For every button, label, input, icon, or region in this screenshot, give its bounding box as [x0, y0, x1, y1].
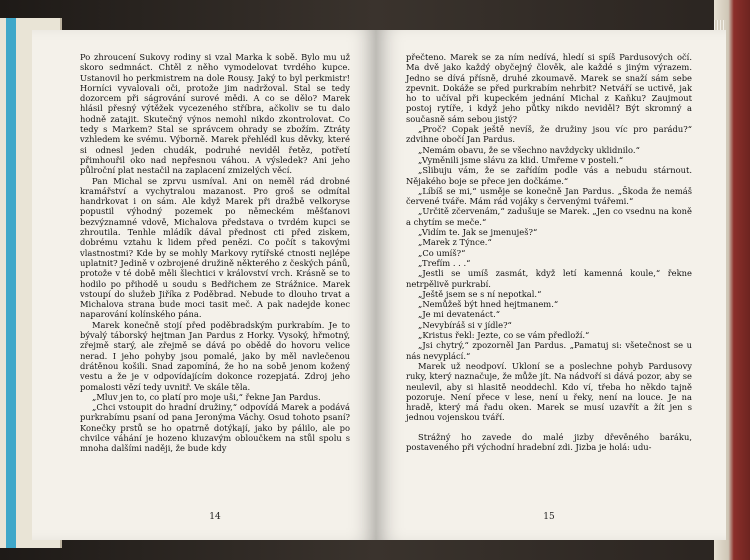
- paragraph: Po zhroucení Sukovy rodiny si vzal Marka k sobě. Bylo mu už skoro sedmnáct. Chtěl z něho vymodelovat tvrdého kupce. Ustanovil ho perkmistrem na dole Rousy. Jaký to byl perkmistr! Horníci vyvalovali oči, protože jim nadržoval. Stal se tedy dozorcem při ságrování surové mědi. A co se dělo? Marek hlásil přesný výtěžek vycezeného stříbra, ačkoliv se tu dalo hodně zatajit. Skutečný výnos nemohl nikdo zkontrolovat. Co tedy s Markem? Stal se správcem ohrady se zbožím. Ztráty vzhledem ke svému. Výborně. Marek přehlédl kus děvky, které si odnesl jeden chudák, podruhé neviděl řetěz, potřetí přimhouřil oko nad nepřesnou váhou. A výsledek? Ani jeho půlroční plat nestačil na zaplacení zmizelých věcí.: [80, 52, 350, 176]
- left-page: [32, 30, 376, 540]
- paragraph: „Proč? Copak ještě nevíš, že družiny jsou víc pro parádu?“ zdvihne obočí Jan Pardus.: [406, 124, 692, 145]
- paragraph: přečteno. Marek se za ním nedívá, hledí si spíš Pardusových očí. Ma dvě jako každý obyčejný člověk, ale každé s jiným výrazem. Jedno se dívá přísně, druhé zkoumavě. Marek se snaží sám sebe zpevnit. Dokáže se před purkrabím nehrbit? Netváří se uctivě, jak ho to učíval při kupeckém jednání Michal z Kaňku? Zaujmout postoj rytíře, i když jeho půtky nikdo neviděl? Být skromný a současně sám sebou jistý?: [406, 52, 692, 124]
- right-page-number: 15: [543, 512, 555, 522]
- paragraph: „Chci vstoupit do hradní družiny,“ odpovídá Marek a podává purkrabímu psaní od pana Jeronýma Váchy. Osud tohoto psaní? Konečky prstů se ho opatrně dotýkají, jako by pálilo, ale po chvilce váhání je hozeno kluzavým obloučkem na stůl spolu s mnoha dalšími naději, že bude kdy: [80, 402, 350, 454]
- paragraph: „Mluv jen to, co platí pro moje uši,“ řekne Jan Pardus.: [92, 391, 321, 402]
- paragraph: Pan Michal se zprvu usmíval. Ani on neměl rád drobné kramářství a vychytralou mazanost. Pro groš se odmítal handrkovat i on sám. Ale když Marek při dražbě velkorysе popustil výhodný pozemek po německém měšťanovi bezvýznamné vdově, Michalova představa o tvrdém kupci se zhroutila. Tenhle mládík dával přednost cti před ziskem, dobrému vztahu k lidem před penězi. Co počít s takovými vlastnostmi? Kde by se mohly Markovy rytířské ctnosti nejlépe uplatnit? Jedině v ozbrojené družině některého z českých pánů, protože v té době měli šlechtici v královstvı́ vrch. Krásně se to hodilo po přihodě u soudu s Bedřichem ze Strážnice. Marek vstoupí do služeb Jiříka z Poděbrad. Nebude to dlouho trvat a Michalova strana bude moci tasit meč. A pak nadejde konec naparování kolínského pána.: [80, 175, 350, 320]
- right-page-text: [406, 52, 692, 452]
- paragraph: „Je mi devatenáct.“: [418, 309, 501, 320]
- paragraph: „Jsi chytrý,“ zpozorněl Jan Pardus. „Pamatuj si: všetečnost se u nás nevyplácí.“: [406, 340, 692, 361]
- paragraph: „Slibuju vám, že se zařídím podle vás a nebudu stárnout. Nějakého boje se přece jen dočkáme.“: [406, 165, 692, 186]
- paragraph: „Vidím te. Jak se jmenuješ?“: [418, 227, 538, 238]
- paragraph: Strážný ho zavede do malé jizby dřevěného baráku, postaveného při východní hradební zdi. Jizba je holá: udu-: [406, 431, 692, 452]
- right-page: [376, 30, 726, 540]
- paragraph: „Jestli se umíš zasmát, když letí kamenná koule,“ řekne netrpělivě purkrabí.: [406, 268, 692, 289]
- paragraph: „Co umíš?“: [418, 247, 466, 258]
- paragraph: „Ještě jsem se s ní nepotkal.“: [418, 288, 542, 299]
- paragraph: „Kristus řekl: Jezte, co se vám předloží.“: [418, 330, 590, 341]
- paragraph: „Trefím . . .“: [418, 257, 471, 268]
- paragraph: „Vyměnili jsme slávu za klid. Umřeme v posteli.“: [418, 154, 624, 165]
- paragraph: „Marek z Týnce.“: [418, 237, 492, 248]
- left-page-text: [80, 52, 350, 454]
- paragraph: „Určitě zčervenám,“ zadušuje se Marek. „Jen co vsednu na koně a chytím se meče.“: [406, 206, 692, 227]
- paragraph: „Líbíš se mi,“ usměje se konečně Jan Pardus. „Škoda že nemáš červené tváře. Mám rád vojáky s červenými tvářemi.“: [406, 185, 692, 207]
- paragraph: „Nevybíráš si v jídle?“: [418, 319, 512, 330]
- paragraph: Marek konečně stojí před poděbradským purkrabím. Je to bývalý táborský hejtman Jan Pardus z Horky. Vysoký, hřmotný, zřejmě starý, ale zřejmě se dává po obědě do hovoru velice nerad. I jeho pohyby jsou pomalé, jako by měl navlečenou drátěnou košili. Snad zapomíná, že ho na sobě jenom kožený vestu a že je v odpovídajícím dokonce rozepjatá. Zdroj jeho pomalosti vězí tedy uvnitř. Ve skále těla.: [80, 319, 350, 392]
- paragraph: Marek už neodpoví. Ukloní se a poslechne pohyb Pardusovy ruky, který naznačuje, že může jít. Na nádvoří si dává pozor, aby se neulevil, aby si hlasitě neoddechl. Kdo ví, třeba ho někdo tajně pozoruje. Není přece v lese, není u řeky, není na louce. Je na hradě, který má řadu oken. Marek se musí uzavřít a žít jen s jednou vojenskou tváří.: [406, 360, 692, 423]
- left-page-number: 14: [209, 512, 221, 522]
- paragraph: „Nemám obavu, že se všechno navždycky uklidnilo.“: [418, 144, 640, 155]
- paragraph: „Nemůžeš být hned hejtmanem.“: [418, 299, 559, 310]
